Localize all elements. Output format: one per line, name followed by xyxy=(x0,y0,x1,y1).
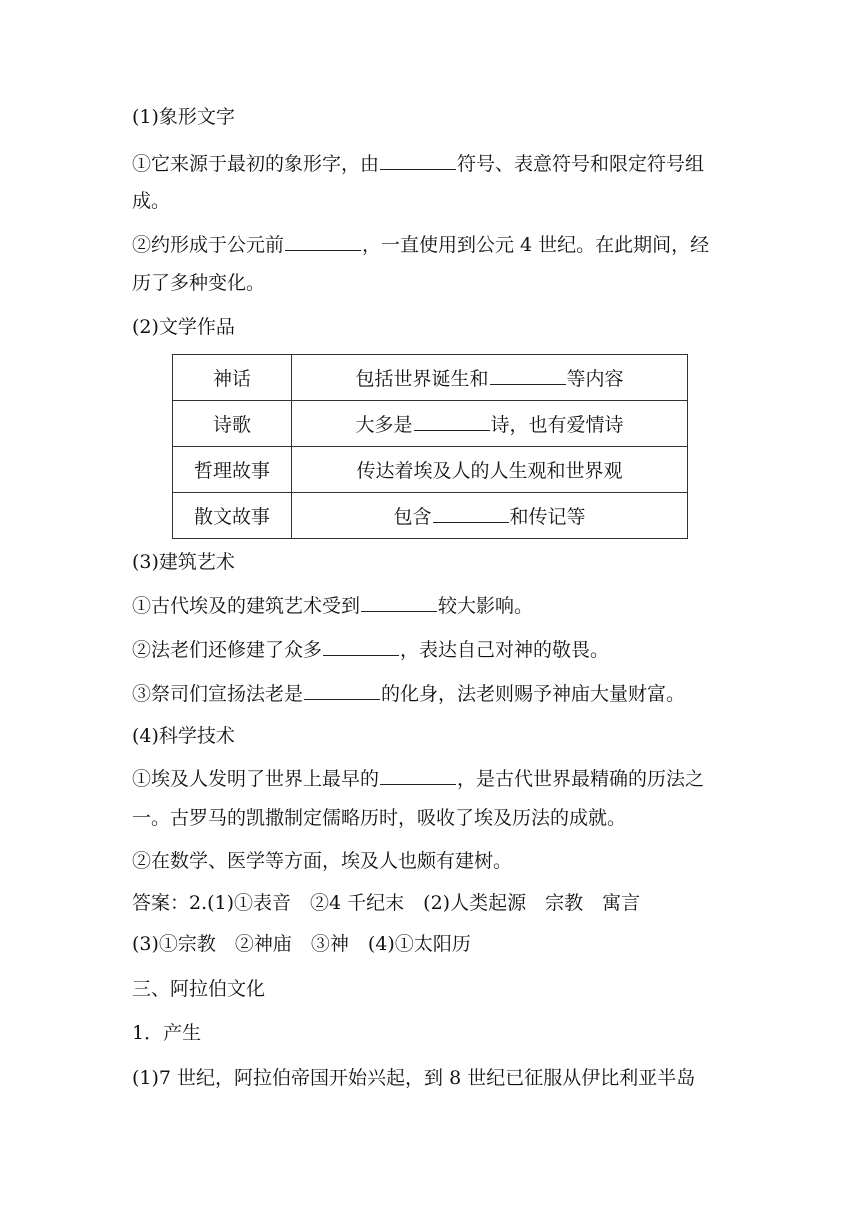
heading-hieroglyphs: (1)象形文字 xyxy=(132,106,235,128)
table-cell-key: 散文故事 xyxy=(173,493,292,539)
table-row xyxy=(173,447,688,493)
fill-blank[interactable] xyxy=(285,250,361,251)
table-cell-value: 包含 和传记等 xyxy=(292,493,688,539)
table-cell-value: 传达着埃及人的人生观和世界观 xyxy=(292,447,688,493)
heading-literature: (2)文学作品 xyxy=(132,316,235,338)
table-row xyxy=(173,355,688,401)
table-cell-key: 神话 xyxy=(173,355,292,401)
fill-blank[interactable] xyxy=(361,611,437,612)
literature-table xyxy=(172,354,688,539)
paragraph-line: ①古代埃及的建筑艺术受到 较大影响。 xyxy=(132,595,534,617)
paragraph-line: ②法老们还修建了众多 ，表达自己对神的敬畏。 xyxy=(132,639,610,661)
table-cell-key: 诗歌 xyxy=(173,401,292,447)
paragraph-line: 一。古罗马的凯撒制定儒略历时，吸收了埃及历法的成就。 xyxy=(132,807,627,829)
heading-science: (4)科学技术 xyxy=(132,725,235,747)
fill-blank[interactable] xyxy=(433,522,509,523)
paragraph-line: 历了多种变化。 xyxy=(132,272,266,294)
fill-blank[interactable] xyxy=(323,655,399,656)
heading-architecture: (3)建筑艺术 xyxy=(132,551,235,573)
table-row xyxy=(173,493,688,539)
fill-blank[interactable] xyxy=(414,430,490,431)
section-heading-arab-culture: 三、阿拉伯文化 xyxy=(132,978,266,1000)
paragraph-line: ①它来源于最初的象形字，由 符号、表意符号和限定符号组 xyxy=(132,153,705,175)
paragraph-line: (1)7 世纪，阿拉伯帝国开始兴起，到 8 世纪已征服从伊比利亚半岛 xyxy=(132,1067,696,1089)
paragraph-line: ③祭司们宣扬法老是 的化身，法老则赐予神庙大量财富。 xyxy=(132,683,686,705)
table-cell-key: 哲理故事 xyxy=(173,447,292,493)
table-cell-value: 包括世界诞生和 等内容 xyxy=(292,355,688,401)
paragraph-line: 成。 xyxy=(132,190,171,212)
table-cell-value: 大多是 诗，也有爱情诗 xyxy=(292,401,688,447)
table-row xyxy=(173,401,688,447)
fill-blank[interactable] xyxy=(380,784,456,785)
fill-blank[interactable] xyxy=(380,169,456,170)
answer-line: 答案：2.(1)①表音 ②4 千纪末 (2)人类起源 宗教 寓言 xyxy=(132,892,641,914)
answer-line: (3)①宗教 ②神庙 ③神 (4)①太阳历 xyxy=(132,933,471,955)
fill-blank[interactable] xyxy=(490,384,566,385)
paragraph-line: ②在数学、医学等方面，埃及人也颇有建树。 xyxy=(132,850,513,872)
paragraph-line: ①埃及人发明了世界上最早的 ，是古代世界最精确的历法之 xyxy=(132,768,705,790)
subheading-origin: 1．产生 xyxy=(132,1022,202,1044)
fill-blank[interactable] xyxy=(304,699,380,700)
paragraph-line: ②约形成于公元前 ，一直使用到公元 4 世纪。在此期间，经 xyxy=(132,234,710,256)
